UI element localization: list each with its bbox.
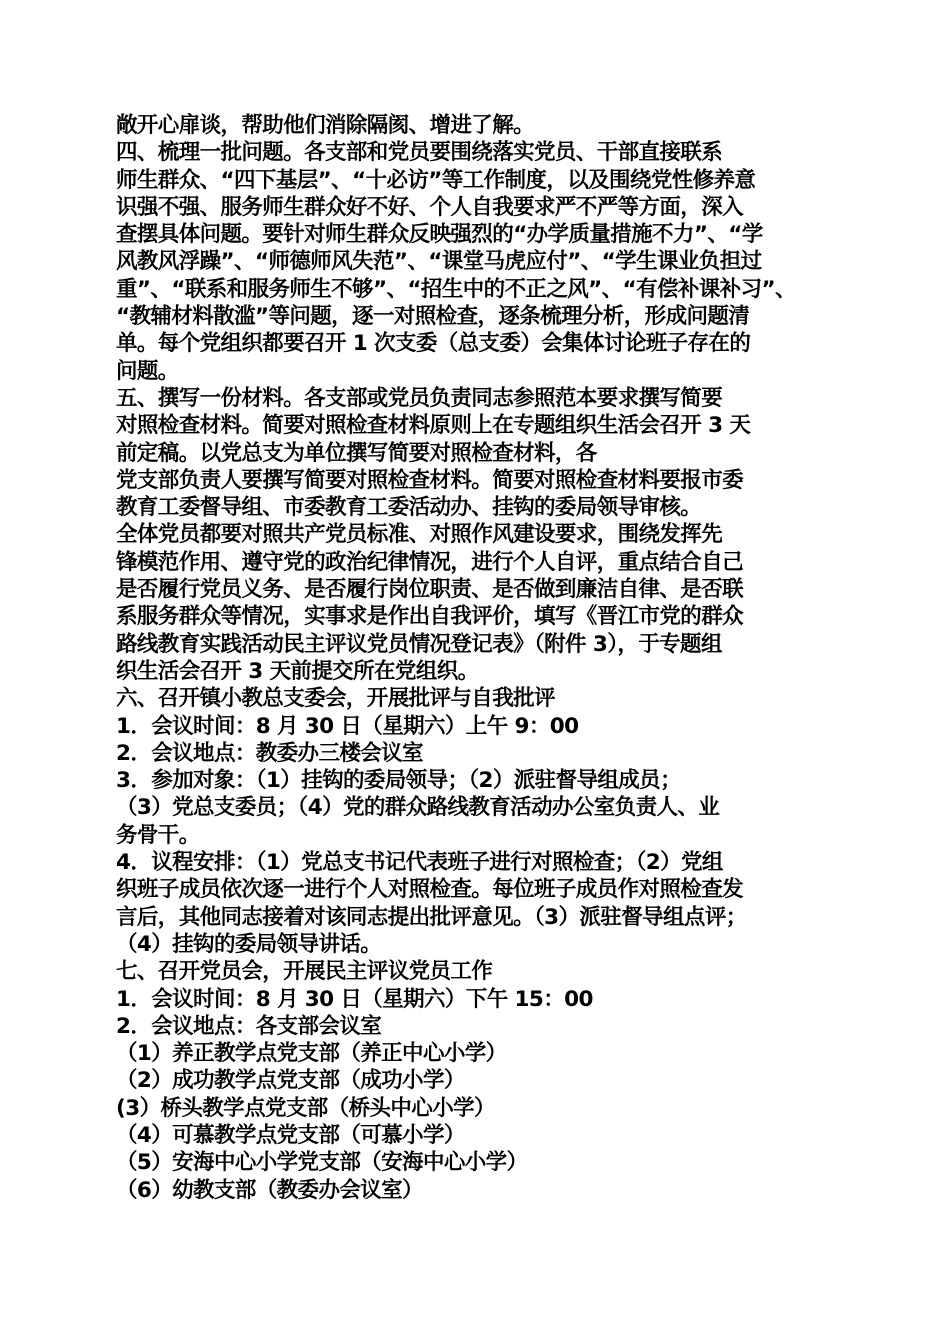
branch-list-item: (3）桥头教学点党支部（桥头中心小学） — [116, 1095, 495, 1121]
meeting-location: 2．会议地点：教委办三楼会议室 — [116, 740, 423, 766]
text-line: 师生群众、“四下基层”、“十必访”等工作制度，以及围绕党性修养意 — [116, 167, 756, 193]
agenda: 4．议程安排：（1）党总支书记代表班子进行对照检查；（2）党组 — [116, 850, 723, 876]
section-heading-4: 四、梳理一批问题。各支部和党员要围绕落实党员、干部直接联系 — [116, 140, 723, 166]
text-line: 全体党员都要对照共产党员标准、对照作风建设要求，围绕发挥先 — [116, 522, 723, 548]
text-line: 教育工委督导组、市委教育工委活动办、挂钩的委局领导审核。 — [116, 495, 702, 521]
section-heading-6: 六、召开镇小教总支委会，开展批评与自我批评 — [116, 686, 555, 712]
text-line: 对照检查材料。简要对照检查材料原则上在专题组织生活会召开 3 天 — [116, 413, 751, 439]
text-line: 敞开心扉谈，帮助他们消除隔阂、增进了解。 — [116, 113, 535, 138]
branch-list-item: （1）养正教学点党支部（养正中心小学） — [116, 1041, 507, 1067]
text-line: 党支部负责人要撰写简要对照检查材料。简要对照检查材料要报市委 — [116, 467, 744, 493]
text-line: 风教风浮躁”、“师德师风失范”、“课堂马虎应付”、“学生课业负担过 — [116, 249, 762, 275]
text-line: 识强不强、服务师生群众好不好、个人自我要求严不严等方面，深入 — [116, 194, 744, 220]
text-line: 言后，其他同志接着对该同志提出批评意见。（3）派驻督导组点评； — [116, 904, 747, 930]
text-line: 问题。 — [116, 358, 179, 384]
text-line: 是否履行党员义务、是否履行岗位职责、是否做到廉洁自律、是否联 — [116, 577, 744, 603]
branch-list-item: （4）可慕教学点党支部（可慕小学） — [116, 1122, 465, 1148]
branch-list-item: （2）成功教学点党支部（成功小学） — [116, 1068, 465, 1094]
attendees: 3．参加对象：（1）挂钩的委局领导；（2）派驻督导组成员； — [116, 768, 681, 794]
text-line: “教辅材料散滥”等问题，逐一对照检查，逐条梳理分析，形成问题清 — [116, 304, 750, 330]
text-line: 单。每个党组织都要召开 1 次支委（总支委）会集体讨论班子存在的 — [116, 331, 751, 357]
text-line: （4）挂钩的委局领导讲话。 — [116, 931, 382, 957]
text-line: （3）党总支委员；（4）党的群众路线教育活动办公室负责人、业 — [116, 795, 720, 821]
section-heading-7: 七、召开党员会，开展民主评议党员工作 — [116, 959, 493, 985]
meeting-location: 2．会议地点：各支部会议室 — [116, 1013, 382, 1039]
text-line: 织生活会召开 3 天前提交所在党组织。 — [116, 658, 479, 684]
text-line: 查摆具体问题。要针对师生群众反映强烈的“办学质量措施不力”、“学 — [116, 222, 763, 248]
branch-list-item: （5）安海中心小学党支部（安海中心小学） — [116, 1150, 528, 1176]
text-line: 路线教育实践活动民主评议党员情况登记表》（附件 3），于专题组 — [116, 631, 722, 657]
text-line: 锋模范作用、遵守党的政治纪律情况，进行个人自评，重点结合自己 — [116, 549, 744, 575]
text-line: 重”、“联系和服务师生不够”、“招生中的不正之风”、“有偿补课补习”、 — [116, 276, 796, 302]
text-line: 系服务群众等情况，实事求是作出自我评价，填写《晋江市党的群众 — [116, 604, 744, 630]
text-line: 前定稿。以党总支为单位撰写简要对照检查材料，各 — [116, 440, 597, 466]
meeting-time: 1．会议时间：8 月 30 日（星期六）下午 15：00 — [116, 986, 593, 1012]
meeting-time: 1．会议时间：8 月 30 日（星期六）上午 9：00 — [116, 713, 579, 739]
branch-list-item: （6）幼教支部（教委办会议室） — [116, 1177, 423, 1203]
text-line: 务骨干。 — [116, 822, 200, 848]
section-heading-5: 五、撰写一份材料。各支部或党员负责同志参照范本要求撰写简要 — [116, 385, 723, 411]
text-line: 织班子成员依次逐一进行个人对照检查。每位班子成员作对照检查发 — [116, 877, 744, 903]
document-body — [116, 112, 840, 1204]
